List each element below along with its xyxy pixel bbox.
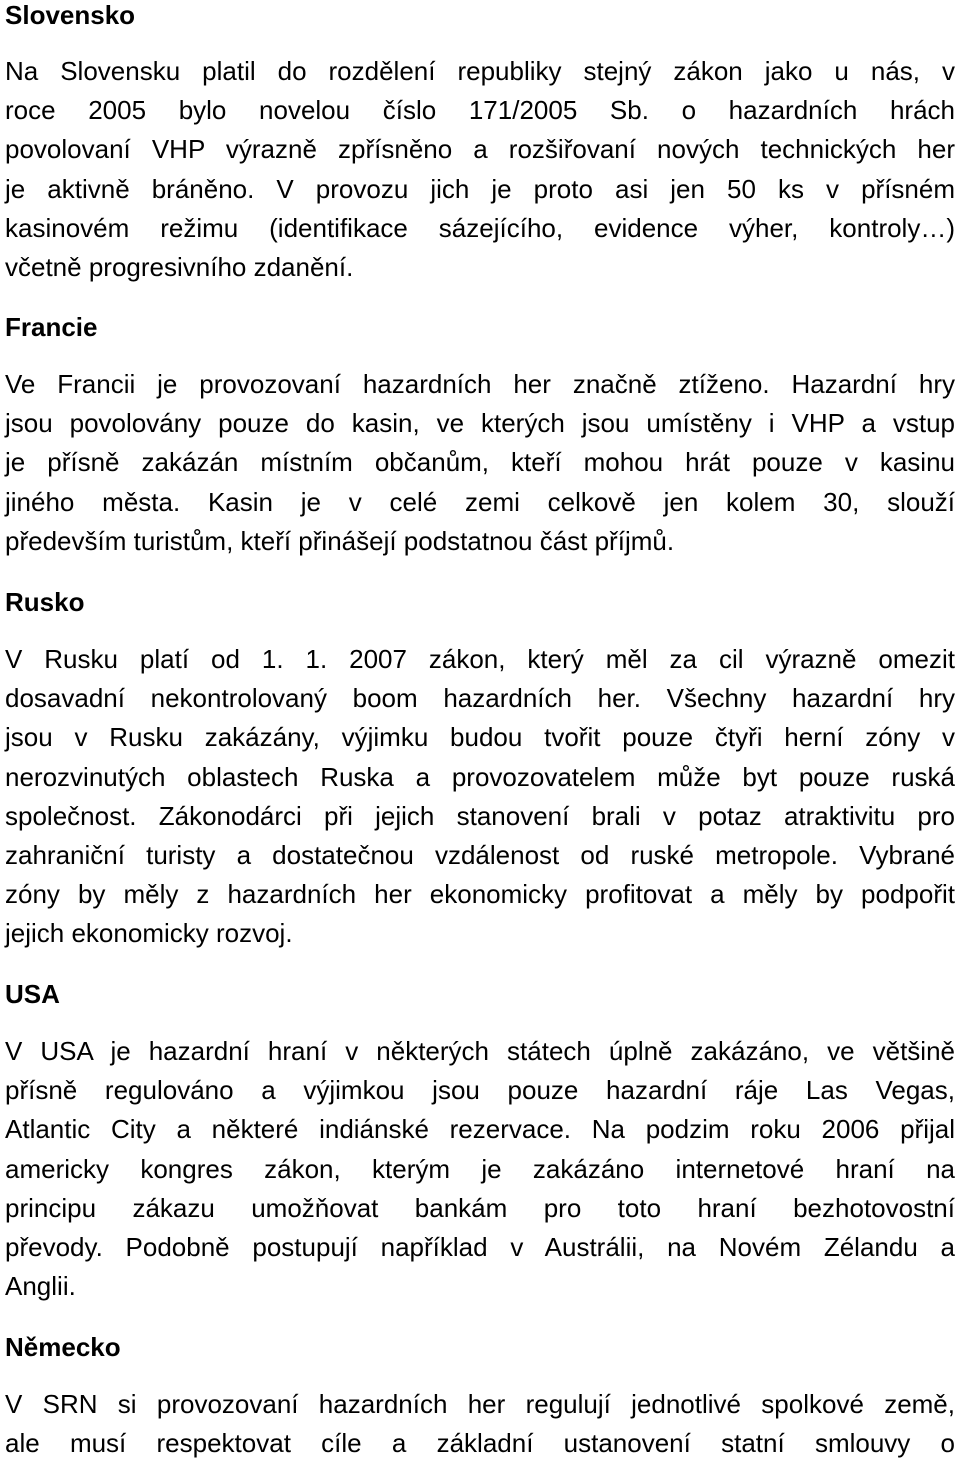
text-line: převody. Podobně postupují například v Austrálii, na Novém Zélandu a (5, 1231, 955, 1262)
text-line: zahraniční turisty a dostatečnou vzdálenost od ruské metropole. Vybrané (5, 839, 955, 870)
text-line: americky kongres zákon, kterým je zakázáno internetové hraní na (5, 1153, 955, 1184)
heading-slovensko: Slovensko (5, 0, 136, 30)
text-line: společnost. Zákonodárci při jejich stanovení brali v potaz atraktivitu pro (5, 800, 955, 831)
text-line: roce 2005 bylo novelou číslo 171/2005 Sb. o hazardních hrách (5, 95, 955, 126)
text-line: Anglii. (5, 1271, 76, 1302)
text-line: V SRN si provozovaní hazardních her regulují jednotlivé spolkové země, (5, 1389, 955, 1419)
text-line: jejich ekonomicky rozvoj. (5, 918, 293, 949)
heading-rusko: Rusko (5, 587, 85, 617)
heading-francie: Francie (5, 312, 98, 342)
text-line: zóny by měly z hazardních her ekonomicky profitovat a měly by podpořit (5, 879, 955, 910)
text-line: jiného města. Kasin je v celé zemi celkově jen kolem 30, slouží (5, 486, 955, 517)
heading-nemecko: Německo (5, 1332, 121, 1362)
paragraph-nemecko (5, 1385, 955, 1463)
text-line: jsou povolovány pouze do kasin, ve kterých jsou umístěny i VHP a vstup (5, 408, 955, 439)
paragraph-rusko (5, 640, 955, 954)
text-line: Atlantic City a některé indiánské rezervace. Na podzim roku 2006 přijal (5, 1114, 955, 1145)
text-line: dosavadní nekontrolovaný boom hazardních her. Všechny hazardní hry (5, 683, 955, 714)
heading-usa: USA (5, 979, 60, 1009)
text-line: je přísně zakázán místním občanům, kteří mohou hrát pouze v kasinu (5, 447, 955, 478)
text-line: povolovaní VHP výrazně zpřísněno a rozšiřovaní nových technických her (5, 134, 955, 165)
text-line: včetně progresivního zdanění. (5, 251, 354, 282)
text-line: kasinovém režimu (identifikace sázejícího, evidence výher, kontroly…) (5, 212, 955, 243)
text-line: V USA je hazardní hraní v některých státech úplně zakázáno, ve většině (5, 1036, 955, 1066)
text-line: především turistům, kteří přinášejí podstatnou část příjmů. (5, 525, 675, 556)
paragraph-francie (5, 365, 955, 561)
text-line: principu zákazu umožňovat bankám pro toto hraní bezhotovostní (5, 1192, 955, 1223)
paragraph-usa (5, 1032, 955, 1306)
text-line: ale musí respektovat cíle a základní ustanovení statní smlouvy o (5, 1428, 955, 1459)
text-line: nerozvinutých oblastech Ruska a provozovatelem může byt pouze ruská (5, 761, 955, 792)
text-line: V Rusku platí od 1. 1. 2007 zákon, který měl za cil výrazně omezit (5, 644, 955, 674)
text-line: je aktivně bráněno. V provozu jich je proto asi jen 50 ks v přísném (5, 173, 955, 204)
text-line: jsou v Rusku zakázány, výjimku budou tvořit pouze čtyři herní zóny v (5, 722, 955, 753)
text-line: přísně regulováno a výjimkou jsou pouze hazardní ráje Las Vegas, (5, 1075, 955, 1106)
paragraph-slovensko (5, 52, 955, 287)
text-line: Ve Francii je provozovaní hazardních her značně ztíženo. Hazardní hry (5, 369, 955, 399)
text-line: Na Slovensku platil do rozdělení republiky stejný zákon jako u nás, v (5, 56, 955, 86)
